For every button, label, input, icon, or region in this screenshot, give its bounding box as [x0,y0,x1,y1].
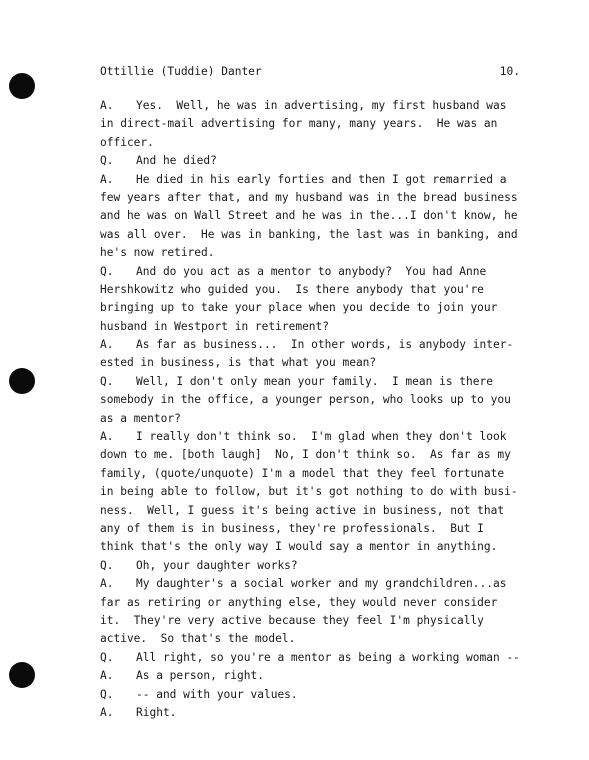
page-number: 10. [499,65,520,78]
transcript-line [100,502,522,520]
transcript-line [100,410,522,428]
speaker-label: A. [100,669,114,683]
transcript-line [100,465,522,483]
transcript-text: -- and with your values. [136,687,298,701]
transcript-text: think that's the only way I would say a mentor in anything. [100,540,498,554]
transcript-text: in direct-mail advertising for many, many years. He was an [100,117,498,131]
transcript-line [100,520,522,538]
transcript-line [100,189,522,207]
transcript-line [100,594,522,612]
interviewee-name: Ottillie (Tuddie) Danter [100,65,262,78]
transcript-text: He died in his early forties and then I got remarried a [136,172,507,186]
transcript-line [100,207,522,225]
transcript-text: Right. [136,705,177,719]
transcript-text: And do you act as a mentor to anybody? You had Anne [136,264,487,278]
transcript-line [100,152,522,170]
transcript-line [100,446,522,464]
transcript-line [100,630,522,648]
transcript-line [100,538,522,556]
punch-hole-middle [9,368,35,394]
speaker-label: Q. [100,558,114,572]
transcript-text: All right, so you're a mentor as being a working woman -- [136,650,520,664]
transcript-line [100,649,522,667]
transcript-text: My daughter's a social worker and my grandchildren...as [136,577,507,591]
speaker-label: A. [100,577,114,591]
transcript-text: As a person, right. [136,669,264,683]
speaker-label: Q. [100,374,114,388]
transcript-text: Well, I don't only mean your family. I mean is there [136,374,493,388]
speaker-label: A. [100,99,114,112]
transcript-text: it. They're very active because they feel I'm physically [100,613,484,627]
transcript-text: bringing up to take your place when you decide to join your [100,301,498,315]
transcript-line [100,704,522,722]
transcript-text: active. So that's the model. [100,632,296,646]
transcript-text: ness. Well, I guess it's being active in business, not that [100,503,505,517]
transcript-line [100,171,522,189]
speaker-label: Q. [100,154,114,168]
transcript-text: Yes. Well, he was in advertising, my first husband was [136,99,507,112]
transcript-line [100,299,522,317]
transcript-text: was all over. He was in banking, the last was in banking, and [100,227,518,241]
transcript-line [100,134,522,152]
transcript-line [100,244,522,262]
transcript-line [100,428,522,446]
transcript-line [100,354,522,372]
speaker-label: A. [100,338,114,352]
transcript-line [100,686,522,704]
transcript-line [100,575,522,593]
transcript-line [100,97,522,115]
transcript-text: few years after that, and my husband was in the bread business [100,190,518,204]
transcript-text: as a mentor? [100,411,181,425]
transcript-line [100,281,522,299]
transcript-text: As far as business... In other words, is anybody inter- [136,338,514,352]
transcript-text: I really don't think so. I'm glad when they don't look [136,430,507,444]
transcript-text: far as retiring or anything else, they would never consider [100,595,498,609]
transcript-line [100,612,522,630]
transcript-line [100,373,522,391]
interview-transcript [100,97,522,722]
speaker-label: Q. [100,687,114,701]
speaker-label: Q. [100,650,114,664]
punch-hole-bottom [9,662,35,688]
transcript-text: officer. [100,135,154,149]
transcript-text: in being able to follow, but it's got nothing to do with busi- [100,485,518,499]
transcript-line [100,483,522,501]
speaker-label: A. [100,705,114,719]
transcript-text: any of them is in business, they're professionals. But I [100,521,484,535]
speaker-label: A. [100,430,114,444]
transcript-line [100,263,522,281]
speaker-label: Q. [100,264,114,278]
transcript-line [100,115,522,133]
transcript-text: Hershkowitz who guided you. Is there anybody that you're [100,282,484,296]
page-header [100,64,520,80]
transcript-line [100,557,522,575]
transcript-text: family, (quote/unquote) I'm a model that they feel fortunate [100,466,505,480]
transcript-text: somebody in the office, a younger person, who looks up to you [100,393,511,407]
transcript-text: Oh, your daughter works? [136,558,298,572]
transcript-text: down to me. [both laugh] No, I don't think so. As far as my [100,448,511,462]
transcript-line [100,667,522,685]
speaker-label: A. [100,172,114,186]
transcript-text: ested in business, is that what you mean? [100,356,377,370]
transcript-text: he's now retired. [100,246,215,260]
transcript-text: and he was on Wall Street and he was in the...I don't know, he [100,209,518,223]
transcript-line [100,336,522,354]
transcript-text: husband in Westport in retirement? [100,319,330,333]
transcript-line [100,226,522,244]
punch-hole-top [9,73,35,99]
transcript-text: And he died? [136,154,217,168]
transcript-line [100,391,522,409]
transcript-line [100,318,522,336]
